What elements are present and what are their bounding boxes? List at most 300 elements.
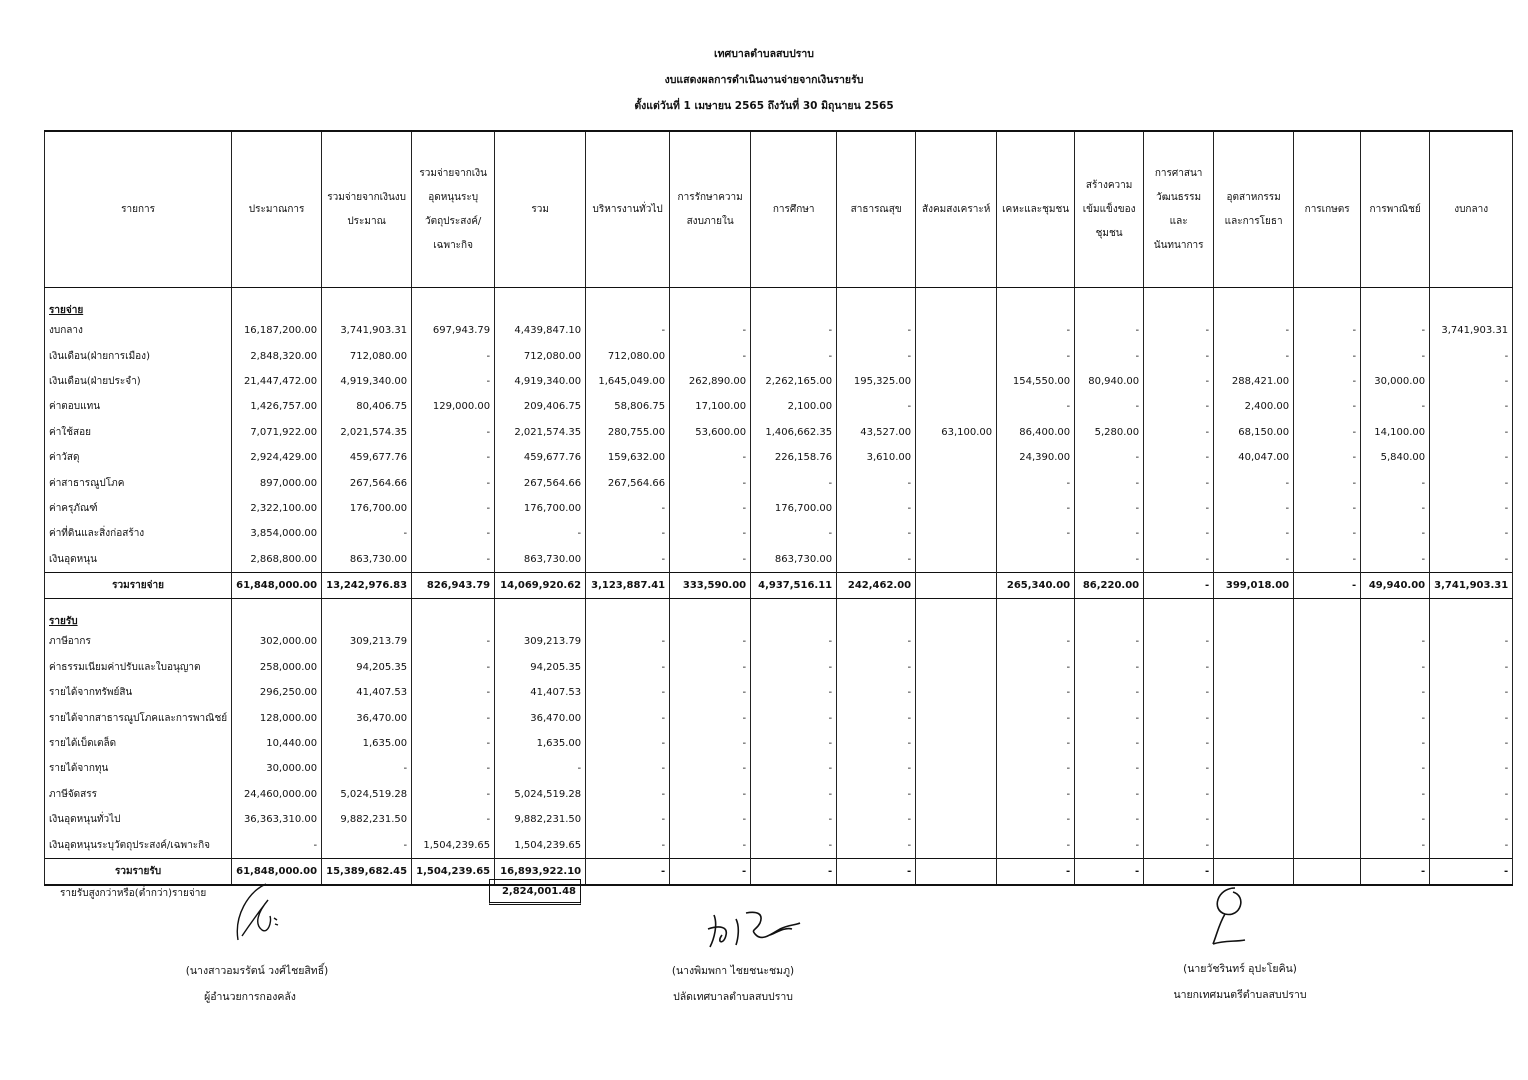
table-cell [1214, 731, 1294, 756]
table-cell: - [1075, 680, 1144, 705]
table-cell: - [1144, 756, 1214, 781]
table-cell: - [837, 521, 916, 546]
table-cell: - [751, 470, 837, 495]
table-cell: 712,080.00 [586, 343, 670, 368]
table-cell: - [412, 629, 495, 654]
table-cell: - [997, 629, 1075, 654]
table-cell: 14,100.00 [1361, 420, 1430, 445]
table-cell: - [586, 318, 670, 343]
table-cell: - [997, 705, 1075, 730]
signatory-2-name: (นางพิมพกา ไชยชนะชมภู) [671, 965, 795, 977]
table-cell: - [670, 731, 751, 756]
table-cell: - [751, 521, 837, 546]
column-header: การพาณิชย์ [1361, 131, 1430, 288]
table-cell: - [837, 705, 916, 730]
table-cell: - [1361, 756, 1430, 781]
table-cell [1214, 782, 1294, 807]
table-cell: - [1430, 629, 1513, 654]
table-cell: 94,205.35 [322, 655, 412, 680]
table-cell: - [1075, 521, 1144, 546]
row-label: เงินอุดหนุนระบุวัตถุประสงค์/เฉพาะกิจ [45, 832, 232, 858]
table-cell: - [837, 782, 916, 807]
table-cell: - [1361, 343, 1430, 368]
table-cell: - [670, 832, 751, 858]
table-cell: - [837, 680, 916, 705]
table-cell: 302,000.00 [232, 629, 322, 654]
table-cell [916, 445, 997, 470]
table-cell: - [586, 680, 670, 705]
row-label: ค่าสาธารณูปโภค [45, 470, 232, 495]
column-header: ประมาณการ [232, 131, 322, 288]
table-cell: - [837, 756, 916, 781]
table-cell: 21,447,472.00 [232, 369, 322, 394]
column-header: อุตสาหกรรมและการโยธา [1214, 131, 1294, 288]
table-cell: - [1430, 705, 1513, 730]
row-label: รวมรายจ่าย [45, 572, 232, 598]
column-header: สังคมสงเคราะห์ [916, 131, 997, 288]
table-cell: 36,470.00 [495, 705, 586, 730]
table-cell: 2,021,574.35 [322, 420, 412, 445]
column-header: การศึกษา [751, 131, 837, 288]
table-cell: 15,389,682.45 [322, 858, 412, 885]
table-cell: - [1361, 470, 1430, 495]
table-cell: 63,100.00 [916, 420, 997, 445]
row-label: รายได้จากสาธารณูปโภคและการพาณิชย์ [45, 705, 232, 730]
table-row [45, 807, 1513, 832]
row-label: เงินอุดหนุนทั่วไป [45, 807, 232, 832]
table-cell [916, 572, 997, 598]
table-cell: - [1430, 858, 1513, 885]
table-cell: 5,024,519.28 [322, 782, 412, 807]
column-header: การเกษตร [1294, 131, 1361, 288]
net-value: 2,824,001.48 [489, 879, 581, 905]
table-cell [916, 547, 997, 573]
table-cell: 1,504,239.65 [495, 832, 586, 858]
table-cell: - [1430, 496, 1513, 521]
table-cell: - [751, 782, 837, 807]
table-cell: 1,406,662.35 [751, 420, 837, 445]
table-cell: 2,021,574.35 [495, 420, 586, 445]
table-cell: - [412, 470, 495, 495]
table-cell: - [412, 782, 495, 807]
table-cell [1294, 731, 1361, 756]
table-cell: 9,882,231.50 [495, 807, 586, 832]
table-cell [1294, 807, 1361, 832]
table-cell: - [1294, 470, 1361, 495]
table-cell: - [1361, 547, 1430, 573]
table-cell: 209,406.75 [495, 394, 586, 419]
table-cell: - [322, 832, 412, 858]
table-cell: - [751, 680, 837, 705]
table-cell: - [412, 680, 495, 705]
table-cell [916, 782, 997, 807]
table-cell: - [670, 782, 751, 807]
table-cell: 94,205.35 [495, 655, 586, 680]
table-cell: - [1144, 680, 1214, 705]
table-cell: - [412, 420, 495, 445]
table-cell: - [1144, 807, 1214, 832]
table-cell: - [1361, 705, 1430, 730]
table-cell: - [1430, 756, 1513, 781]
table-cell: 4,439,847.10 [495, 318, 586, 343]
table-cell: 1,645,049.00 [586, 369, 670, 394]
table-cell: 863,730.00 [322, 547, 412, 573]
table-cell [1214, 680, 1294, 705]
table-cell: - [1144, 445, 1214, 470]
table-cell [916, 496, 997, 521]
table-row [45, 521, 1513, 546]
table-cell: - [997, 858, 1075, 885]
table-cell: - [1294, 445, 1361, 470]
section-title: รายจ่าย [49, 305, 84, 316]
table-cell: - [1430, 807, 1513, 832]
table-cell [916, 394, 997, 419]
table-cell: - [997, 832, 1075, 858]
table-cell: 86,400.00 [997, 420, 1075, 445]
table-cell: - [670, 705, 751, 730]
table-cell: - [412, 731, 495, 756]
table-cell: 267,564.66 [586, 470, 670, 495]
table-cell: - [1361, 832, 1430, 858]
table-cell: 5,280.00 [1075, 420, 1144, 445]
signatory-2-title: ปลัดเทศบาลตำบลสบปราบ [673, 991, 793, 1003]
table-cell: 459,677.76 [495, 445, 586, 470]
table-cell [916, 705, 997, 730]
table-cell: - [837, 731, 916, 756]
table-cell: - [1144, 343, 1214, 368]
table-cell: - [1144, 369, 1214, 394]
table-cell: - [1075, 807, 1144, 832]
table-cell: - [837, 394, 916, 419]
table-cell: - [837, 629, 916, 654]
table-cell: - [751, 629, 837, 654]
table-cell: - [751, 858, 837, 885]
table-cell: - [837, 655, 916, 680]
row-label: ค่าที่ดินและสิ่งก่อสร้าง [45, 521, 232, 546]
table-cell: 16,893,922.10 [495, 858, 586, 885]
header-row [45, 131, 1513, 288]
table-cell: 2,322,100.00 [232, 496, 322, 521]
table-cell: 17,100.00 [670, 394, 751, 419]
report-title-org: เทศบาลตำบลสบปราบ [714, 48, 814, 60]
row-label: ค่าครุภัณฑ์ [45, 496, 232, 521]
table-cell: - [670, 858, 751, 885]
table-cell: - [1075, 858, 1144, 885]
row-label: ค่าธรรมเนียมค่าปรับและใบอนุญาต [45, 655, 232, 680]
table-cell: - [837, 343, 916, 368]
table-cell: - [997, 782, 1075, 807]
table-cell: - [1361, 858, 1430, 885]
table-cell: 13,242,976.83 [322, 572, 412, 598]
table-cell: 3,741,903.31 [1430, 572, 1513, 598]
table-cell [1294, 832, 1361, 858]
table-row [45, 445, 1513, 470]
table-cell: - [412, 547, 495, 573]
table-cell: - [1144, 394, 1214, 419]
table-cell: - [1294, 369, 1361, 394]
table-cell: - [1075, 655, 1144, 680]
table-cell: 176,700.00 [495, 496, 586, 521]
table-cell: 2,848,320.00 [232, 343, 322, 368]
table-cell: - [1361, 731, 1430, 756]
table-cell: - [1144, 572, 1214, 598]
table-cell: 1,635.00 [322, 731, 412, 756]
signatory-1-name: (นางสาวอมรรัตน์ วงศ์ไชยสิทธิ์) [185, 965, 329, 977]
table-cell: 258,000.00 [232, 655, 322, 680]
table-cell: 3,854,000.00 [232, 521, 322, 546]
table-cell: 30,000.00 [1361, 369, 1430, 394]
table-row [45, 394, 1513, 419]
table-cell [997, 547, 1075, 573]
table-cell: - [1430, 521, 1513, 546]
table-cell [1214, 832, 1294, 858]
table-cell: 176,700.00 [322, 496, 412, 521]
table-cell: - [1075, 394, 1144, 419]
table-cell [916, 343, 997, 368]
report-title: งบแสดงผลการดำเนินงานจ่ายจากเงินรายรับ [664, 74, 864, 86]
table-cell: - [751, 705, 837, 730]
table-cell [916, 655, 997, 680]
table-cell: 86,220.00 [1075, 572, 1144, 598]
table-cell: 863,730.00 [495, 547, 586, 573]
table-cell: - [1361, 521, 1430, 546]
table-cell: - [1075, 343, 1144, 368]
table-cell: 58,806.75 [586, 394, 670, 419]
table-cell: 5,024,519.28 [495, 782, 586, 807]
table-cell: - [1430, 394, 1513, 419]
table-cell: - [1144, 318, 1214, 343]
table-cell: - [670, 629, 751, 654]
table-cell: - [837, 858, 916, 885]
report-table [44, 130, 1513, 886]
table-cell: - [1214, 318, 1294, 343]
table-cell [916, 807, 997, 832]
table-cell: 30,000.00 [232, 756, 322, 781]
table-cell: - [495, 756, 586, 781]
table-cell: - [751, 807, 837, 832]
table-cell: 154,550.00 [997, 369, 1075, 394]
table-cell [916, 629, 997, 654]
table-cell: - [1430, 369, 1513, 394]
table-cell: 36,470.00 [322, 705, 412, 730]
table-cell: - [1430, 782, 1513, 807]
column-header: งบกลาง [1430, 131, 1513, 288]
table-cell: - [670, 756, 751, 781]
table-cell: 267,564.66 [495, 470, 586, 495]
row-label: ค่าวัสดุ [45, 445, 232, 470]
table-cell: - [586, 782, 670, 807]
table-cell: 712,080.00 [495, 343, 586, 368]
table-cell: 4,937,516.11 [751, 572, 837, 598]
column-header: บริหารงานทั่วไป [586, 131, 670, 288]
column-header: รวมจ่ายจากเงินงบประมาณ [322, 131, 412, 288]
table-cell: - [1430, 420, 1513, 445]
table-cell: - [586, 655, 670, 680]
table-cell: - [1294, 572, 1361, 598]
table-cell: 2,868,800.00 [232, 547, 322, 573]
table-cell: - [1430, 731, 1513, 756]
table-cell: - [1361, 807, 1430, 832]
table-cell: - [1361, 394, 1430, 419]
table-cell: - [1430, 655, 1513, 680]
table-row [45, 680, 1513, 705]
column-header: เคหะและชุมชน [997, 131, 1075, 288]
table-cell: - [1430, 470, 1513, 495]
table-cell: 7,071,922.00 [232, 420, 322, 445]
table-cell: - [997, 470, 1075, 495]
table-cell: - [997, 394, 1075, 419]
table-cell: - [751, 832, 837, 858]
table-cell: - [322, 756, 412, 781]
table-cell: - [997, 680, 1075, 705]
table-cell: - [997, 318, 1075, 343]
table-cell: - [1214, 470, 1294, 495]
table-cell: 333,590.00 [670, 572, 751, 598]
table-row [45, 756, 1513, 781]
table-cell: - [1294, 420, 1361, 445]
table-cell: - [1144, 782, 1214, 807]
table-cell [1294, 756, 1361, 781]
table-cell [1294, 858, 1361, 885]
table-cell [916, 858, 997, 885]
table-cell: 309,213.79 [322, 629, 412, 654]
table-cell: 49,940.00 [1361, 572, 1430, 598]
table-row [45, 420, 1513, 445]
table-cell: - [670, 445, 751, 470]
table-cell: - [1075, 445, 1144, 470]
table-cell: 4,919,340.00 [495, 369, 586, 394]
net-label: รายรับสูงกว่าหรือ(ต่ำกว่า)รายจ่าย [60, 888, 207, 899]
column-header: รวมจ่ายจากเงินอุดหนุนระบุวัตถุประสงค์/เฉพาะกิจ [412, 131, 495, 288]
table-cell: - [670, 318, 751, 343]
table-cell [1294, 655, 1361, 680]
table-cell: - [751, 343, 837, 368]
table-cell [1214, 807, 1294, 832]
table-cell: - [997, 807, 1075, 832]
table-cell: - [1144, 705, 1214, 730]
table-cell: 3,741,903.31 [322, 318, 412, 343]
table-cell: - [1430, 445, 1513, 470]
row-label: รายได้จากทรัพย์สิน [45, 680, 232, 705]
table-cell [916, 832, 997, 858]
table-cell: - [1361, 655, 1430, 680]
table-cell [1294, 680, 1361, 705]
table-cell: - [495, 521, 586, 546]
table-cell [1214, 756, 1294, 781]
column-header: การศาสนาวัฒนธรรมและนันทนาการ [1144, 131, 1214, 288]
signatory-1-title: ผู้อำนวยการกองคลัง [204, 991, 296, 1003]
table-cell [1214, 655, 1294, 680]
table-cell: - [586, 832, 670, 858]
table-cell [916, 756, 997, 781]
table-row [45, 655, 1513, 680]
section-title-row [45, 288, 1513, 319]
column-header: สร้างความเข้มแข็งของชุมชน [1075, 131, 1144, 288]
table-cell: - [1361, 782, 1430, 807]
row-label: งบกลาง [45, 318, 232, 343]
table-cell: - [997, 655, 1075, 680]
table-cell: - [670, 680, 751, 705]
table-cell: 265,340.00 [997, 572, 1075, 598]
table-cell: - [1294, 496, 1361, 521]
table-cell: - [1075, 731, 1144, 756]
table-cell [916, 680, 997, 705]
row-label: ภาษีอากร [45, 629, 232, 654]
table-cell: 1,426,757.00 [232, 394, 322, 419]
table-cell [916, 369, 997, 394]
signatory-3-title: นายกเทศมนตรีตำบลสบปราบ [1173, 989, 1307, 1001]
table-row [45, 705, 1513, 730]
expense-total-row [45, 572, 1513, 598]
table-cell: 2,262,165.00 [751, 369, 837, 394]
table-cell: - [1214, 496, 1294, 521]
table-cell: 262,890.00 [670, 369, 751, 394]
table-cell: - [412, 369, 495, 394]
table-cell: 5,840.00 [1361, 445, 1430, 470]
table-cell: - [997, 521, 1075, 546]
table-cell: - [586, 731, 670, 756]
table-cell: - [1430, 343, 1513, 368]
table-cell: - [1294, 547, 1361, 573]
table-cell: 863,730.00 [751, 547, 837, 573]
table-cell: 61,848,000.00 [232, 572, 322, 598]
report-body [45, 288, 1513, 886]
table-cell: 80,940.00 [1075, 369, 1144, 394]
table-cell: - [1294, 343, 1361, 368]
table-cell: 9,882,231.50 [322, 807, 412, 832]
table-cell: - [837, 318, 916, 343]
table-cell: - [997, 496, 1075, 521]
table-cell: 80,406.75 [322, 394, 412, 419]
table-cell: 2,100.00 [751, 394, 837, 419]
table-cell: - [412, 445, 495, 470]
table-cell: - [670, 655, 751, 680]
table-cell: 826,943.79 [412, 572, 495, 598]
table-cell: 159,632.00 [586, 445, 670, 470]
table-cell: - [997, 731, 1075, 756]
table-cell: 128,000.00 [232, 705, 322, 730]
row-label: เงินอุดหนุน [45, 547, 232, 573]
table-cell: - [1075, 782, 1144, 807]
table-cell: 3,610.00 [837, 445, 916, 470]
table-cell: 897,000.00 [232, 470, 322, 495]
table-cell: - [586, 756, 670, 781]
table-cell: 61,848,000.00 [232, 858, 322, 885]
table-cell [1214, 705, 1294, 730]
table-cell: 53,600.00 [670, 420, 751, 445]
table-cell: 10,440.00 [232, 731, 322, 756]
table-cell: - [1075, 547, 1144, 573]
table-cell: - [1144, 496, 1214, 521]
table-cell: - [586, 547, 670, 573]
table-row [45, 547, 1513, 573]
table-cell: 4,919,340.00 [322, 369, 412, 394]
table-cell: 1,504,239.65 [412, 858, 495, 885]
table-cell [1294, 629, 1361, 654]
table-cell: 129,000.00 [412, 394, 495, 419]
table-cell: 36,363,310.00 [232, 807, 322, 832]
table-cell [1214, 629, 1294, 654]
table-cell [916, 318, 997, 343]
table-cell [1294, 705, 1361, 730]
table-cell: - [751, 655, 837, 680]
table-cell: - [1144, 521, 1214, 546]
table-cell: 226,158.76 [751, 445, 837, 470]
table-cell: - [997, 756, 1075, 781]
table-cell: 399,018.00 [1214, 572, 1294, 598]
table-cell: - [1075, 705, 1144, 730]
table-cell: 195,325.00 [837, 369, 916, 394]
